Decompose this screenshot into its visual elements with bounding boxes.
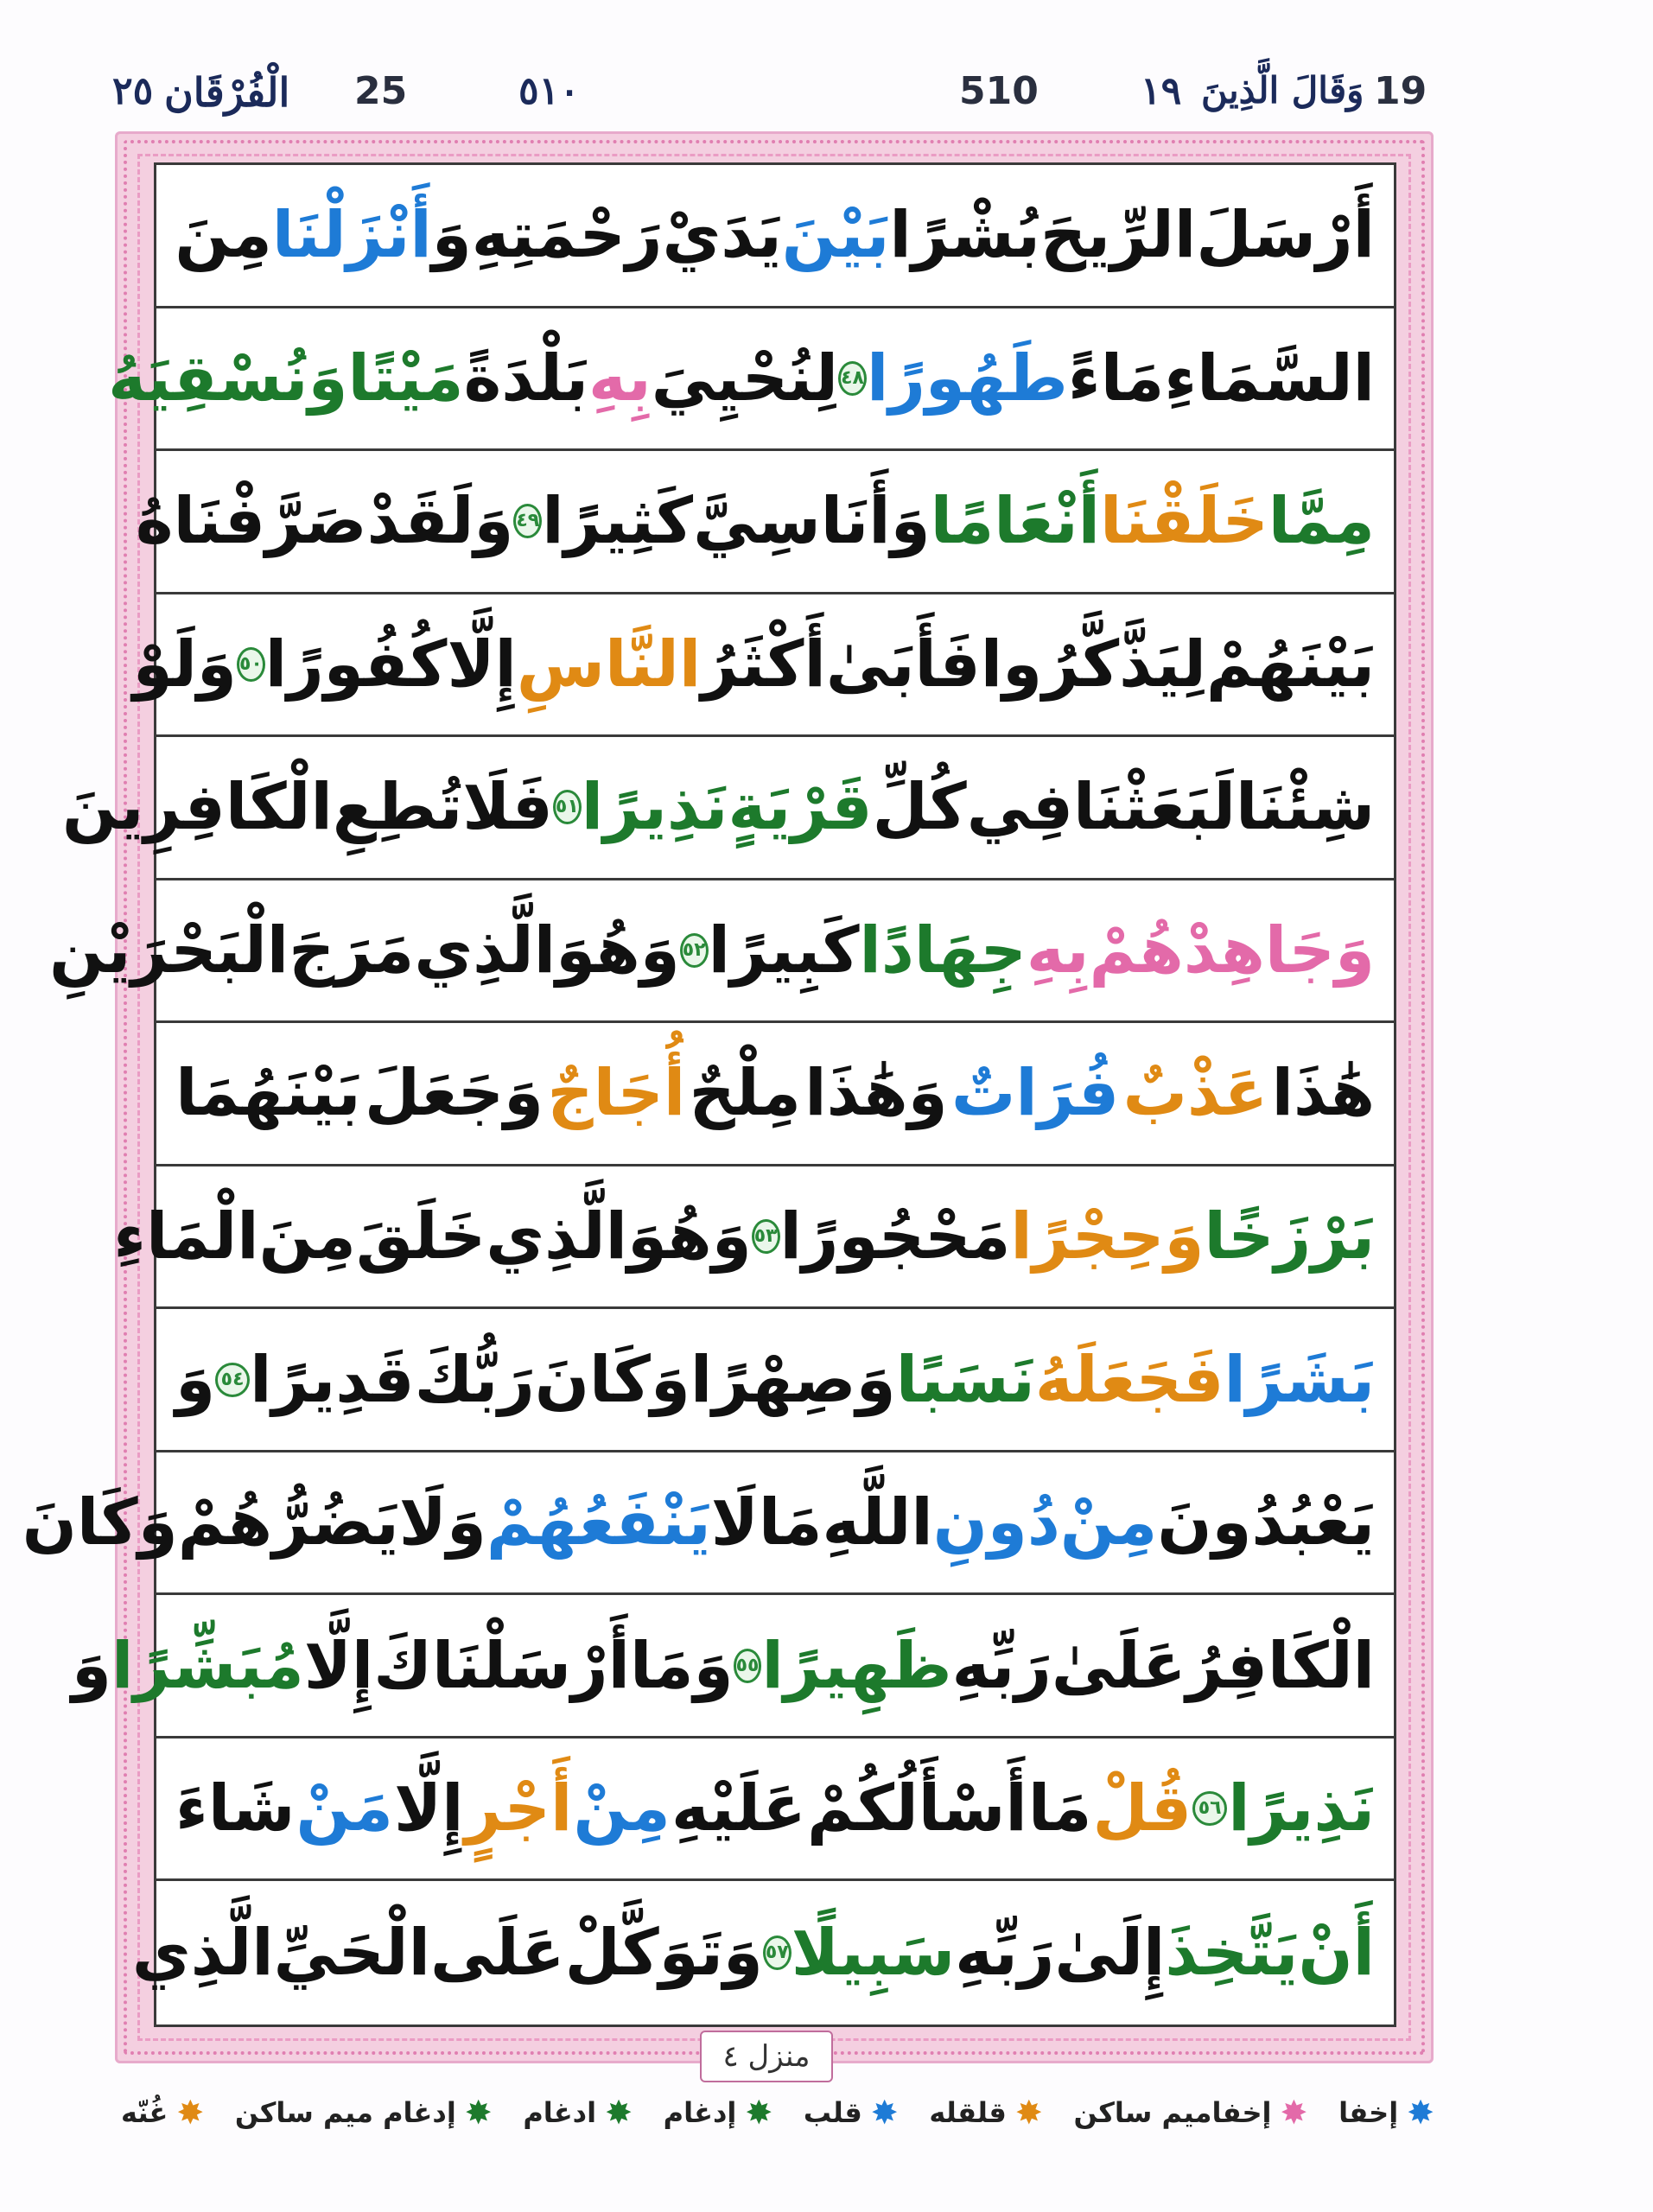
- legend-item: [929, 2094, 1043, 2132]
- quran-word: يَعْبُدُونَ: [1157, 1485, 1375, 1560]
- quran-word: بَلْدَةً: [463, 340, 589, 416]
- legend-item: [523, 2094, 633, 2132]
- star-icon: ✸: [1280, 2094, 1308, 2132]
- quran-word: وَجَعَلَ: [364, 1056, 544, 1131]
- text-line: [156, 1023, 1394, 1166]
- text-line: [156, 1738, 1394, 1882]
- quran-word: الْكَافِرُ: [1186, 1628, 1375, 1703]
- quran-word: أَنْ: [1298, 1916, 1375, 1991]
- legend-label: ادغام: [523, 2096, 597, 2129]
- quran-word: بِهِ: [588, 340, 652, 416]
- quran-word: مَنْ: [296, 1771, 393, 1847]
- quran-word: الْحَيِّ: [273, 1916, 430, 1991]
- quran-word: يَتَّخِذَ: [1165, 1916, 1299, 1991]
- quran-word: مَا: [758, 1485, 823, 1560]
- quran-word: فُرَاتٌ: [951, 1056, 1120, 1131]
- quran-word: لِنُحْيِيَ: [651, 340, 839, 416]
- quran-word: رَبِّهِ: [955, 1916, 1055, 1991]
- legend-item: [121, 2094, 205, 2132]
- quran-word: ظَهِيرًا: [761, 1628, 952, 1703]
- manzil-label: منزل ٤: [700, 2031, 833, 2082]
- quran-word: نَذِيرًا: [581, 770, 728, 845]
- legend-item: [1338, 2094, 1434, 2132]
- quran-word: وَصِهْرًا: [690, 1342, 896, 1417]
- star-icon: ✸: [1014, 2094, 1043, 2132]
- quran-word: وَهُوَ: [626, 1199, 752, 1274]
- quran-word: مِنَ: [175, 198, 272, 273]
- ayah-number-marker: ٥٣: [752, 1219, 780, 1254]
- quran-word: أَكْثَرُ: [701, 626, 826, 702]
- quran-word: وَ: [175, 1342, 216, 1417]
- quran-word: كَثِيرًا: [542, 484, 694, 559]
- quran-word: فَجَعَلَهُ: [1034, 1342, 1224, 1417]
- quran-word: لِيَذَّكَّرُوا: [980, 626, 1206, 702]
- quran-word: يَضُرُّهُمْ: [177, 1485, 399, 1560]
- quran-word: خَلَقَ: [356, 1199, 486, 1274]
- quran-word: رَبِّهِ: [951, 1628, 1052, 1703]
- quran-word: أَنْزَلْنَا: [271, 198, 432, 273]
- quran-word: وَكَانَ: [22, 1485, 178, 1560]
- quran-word: مَحْجُورًا: [779, 1199, 1011, 1274]
- quran-word: أَرْسَلَ: [1196, 198, 1375, 273]
- quran-word: فَلَا: [462, 770, 553, 845]
- quran-word: هَٰذَا: [1271, 1056, 1375, 1131]
- ayah-number-marker: ٤٨: [838, 361, 867, 396]
- quran-word: أُجَاجٌ: [547, 1056, 686, 1131]
- quran-word: عَلَى: [429, 1916, 565, 1991]
- surah-arabic-number: ٢٥: [112, 69, 154, 113]
- ayah-number-marker: ٤٩: [513, 504, 542, 538]
- quran-word: الرِّيحَ: [1039, 198, 1197, 273]
- quran-word: بُشْرًا: [889, 198, 1040, 273]
- text-line: [113, 1166, 1394, 1310]
- quran-word: شِئْنَا: [1236, 770, 1375, 845]
- quran-word: وَلَقَدْ: [366, 484, 514, 559]
- page-number: 510: [959, 69, 1039, 113]
- quran-word: مَيْتًا: [347, 340, 464, 416]
- legend-item: [663, 2094, 773, 2132]
- legend-label: قلب: [803, 2096, 862, 2129]
- ayah-number-marker: ٥٤: [215, 1363, 250, 1397]
- quran-word: وَمَا: [630, 1628, 734, 1703]
- text-line: [49, 880, 1394, 1024]
- legend-label: إدغام ميم ساكن: [234, 2096, 456, 2129]
- quran-word: إِلَّا: [394, 1771, 464, 1847]
- surah-number: 25: [354, 69, 408, 113]
- text-line: [156, 1309, 1394, 1452]
- quran-word: مِمَّا: [1268, 484, 1375, 559]
- quran-word: بَرْزَخًا: [1204, 1199, 1375, 1274]
- quran-word: بَيْنَهُمَا: [175, 1056, 361, 1131]
- quran-word: عَلَيْهِ: [671, 1771, 806, 1847]
- star-icon: ✸: [176, 2094, 205, 2132]
- quran-word: وَحِجْرًا: [1010, 1199, 1205, 1274]
- quran-word: السَّمَاءِ: [1164, 340, 1375, 416]
- star-icon: ✸: [1407, 2094, 1434, 2132]
- legend-item: [1073, 2094, 1308, 2132]
- quran-word: أَنْعَامًا: [930, 484, 1100, 559]
- quran-word: دُونِ: [932, 1485, 1060, 1560]
- quran-word: الْكَافِرِينَ: [61, 770, 333, 845]
- quran-word: الَّذِي: [486, 1199, 627, 1274]
- ayah-number-marker: ٥٠: [237, 647, 265, 682]
- quran-word: مِنْ: [1059, 1485, 1158, 1560]
- quran-word: بَشَرًا: [1224, 1342, 1375, 1417]
- quran-word: لَا: [710, 1485, 759, 1560]
- quran-word: وَلَا: [398, 1485, 486, 1560]
- quran-word: وَ: [431, 198, 472, 273]
- quran-word: النَّاسِ: [516, 626, 702, 702]
- quran-word: فَأَبَىٰ: [825, 626, 981, 702]
- quran-word: لَبَعَثْنَا: [1073, 770, 1237, 845]
- star-icon: ✸: [745, 2094, 773, 2132]
- quran-word: بَيْنَهُمْ: [1205, 626, 1375, 702]
- quran-word: مَا: [1027, 1771, 1092, 1847]
- quran-word: خَلَقْنَا: [1099, 484, 1268, 559]
- ayah-number-marker: ٥١: [553, 790, 582, 824]
- quran-word: مِنَ: [258, 1199, 357, 1274]
- text-line: [131, 1881, 1394, 2024]
- quran-word: مِنْ: [573, 1771, 671, 1847]
- quran-word: وَجَاهِدْهُمْ: [1089, 912, 1375, 988]
- legend-item: [234, 2094, 493, 2132]
- quran-word: وَلَوْ: [132, 626, 237, 702]
- quran-word: الْمَاءِ: [113, 1199, 259, 1274]
- quran-word: مُبَشِّرًا: [111, 1628, 304, 1703]
- quran-word: رَبُّكَ: [414, 1342, 535, 1417]
- page-header: [112, 69, 1426, 130]
- quran-word: عَذْبٌ: [1122, 1056, 1268, 1131]
- quran-word: وَكَانَ: [534, 1342, 690, 1417]
- quran-word: إِلَّا: [447, 626, 517, 702]
- text-line: [108, 308, 1394, 452]
- quran-word: الْبَحْرَيْنِ: [49, 912, 289, 988]
- quran-word: بِهِ: [1026, 912, 1090, 988]
- quran-word: إِلَىٰ: [1054, 1916, 1166, 1991]
- legend-label: إخفا: [1338, 2096, 1399, 2129]
- quran-word: طَهُورًا: [866, 340, 1068, 416]
- quran-word: مِلْحٌ: [689, 1056, 801, 1131]
- quran-word: جِهَادًا: [859, 912, 1027, 988]
- quran-word: وَنُسْقِيَهُ: [108, 340, 348, 416]
- quran-word: صَرَّفْنَاهُ: [135, 484, 367, 559]
- text-line: [22, 1452, 1394, 1596]
- text-line: [61, 737, 1394, 880]
- quran-word: رَحْمَتِهِ: [471, 198, 663, 273]
- quran-word: سَبِيلًا: [791, 1916, 956, 1991]
- juz-arabic-number: ١٩: [1141, 69, 1182, 113]
- quran-word: عَلَىٰ: [1051, 1628, 1186, 1703]
- text-line: [72, 1595, 1394, 1738]
- quran-word: كُلِّ: [872, 770, 967, 845]
- quran-word: قُلْ: [1092, 1771, 1192, 1847]
- juz-name: وَقَالَ الَّذِينَ: [1201, 69, 1364, 111]
- quran-word: يَدَيْ: [662, 198, 782, 273]
- surah-name: الْفُرْقَان: [164, 69, 290, 116]
- legend-item: [803, 2094, 899, 2132]
- quran-word: الَّذِي: [131, 1916, 274, 1991]
- quran-word: وَهُوَ: [556, 912, 680, 988]
- quran-word: أَرْسَلْنَاكَ: [373, 1628, 630, 1703]
- legend-label: غُنّه: [121, 2096, 168, 2129]
- quran-word: بَيْنَ: [781, 198, 890, 273]
- quran-word: كُفُورًا: [264, 626, 448, 702]
- quran-word: وَهَٰذَا: [804, 1056, 948, 1131]
- text-line: [156, 165, 1394, 308]
- quran-word: قَرْيَةٍ: [728, 770, 873, 845]
- quran-word: وَ: [72, 1628, 112, 1703]
- ayah-number-marker: ٥٧: [763, 1936, 792, 1970]
- quran-word: نَذِيرًا: [1228, 1771, 1375, 1847]
- quran-word: مَاءً: [1067, 340, 1165, 416]
- ayah-number-marker: ٥٢: [680, 933, 709, 968]
- star-icon: ✸: [870, 2094, 899, 2132]
- ayah-number-marker: ٥٥: [734, 1649, 762, 1683]
- quran-word: مَرَجَ: [289, 912, 415, 988]
- quran-word: كَبِيرًا: [708, 912, 860, 988]
- quran-word: فِي: [966, 770, 1074, 845]
- quran-word: أَسْأَلُكُمْ: [806, 1771, 1027, 1847]
- page-arabic-number: ٥١٠: [518, 69, 580, 113]
- tajweed-legend: [121, 2078, 1434, 2147]
- star-icon: ✸: [605, 2094, 633, 2132]
- juz-number: 19: [1374, 69, 1427, 113]
- quran-word: أَجْرٍ: [464, 1771, 573, 1847]
- quran-word: وَتَوَكَّلْ: [564, 1916, 763, 1991]
- legend-label: إدغام: [663, 2096, 737, 2129]
- quran-word: إِلَّا: [303, 1628, 374, 1703]
- quran-word: تُطِعِ: [332, 770, 463, 845]
- legend-label: قلقله: [929, 2096, 1007, 2129]
- quran-word: قَدِيرًا: [250, 1342, 415, 1417]
- quran-word: اللَّهِ: [822, 1485, 933, 1560]
- text-line: [132, 594, 1394, 738]
- quran-word: وَأَنَاسِيَّ: [693, 484, 931, 559]
- legend-label: إخفاميم ساكن: [1073, 2096, 1272, 2129]
- quran-word: الَّذِي: [414, 912, 556, 988]
- quran-word: شَاءَ: [175, 1771, 296, 1847]
- text-line: [135, 451, 1394, 594]
- quran-text-area: [22, 162, 1396, 2027]
- quran-word: يَنْفَعُهُمْ: [486, 1485, 711, 1560]
- quran-word: نَسَبًا: [895, 1342, 1035, 1417]
- ayah-number-marker: ٥٦: [1192, 1791, 1227, 1826]
- star-icon: ✸: [464, 2094, 493, 2132]
